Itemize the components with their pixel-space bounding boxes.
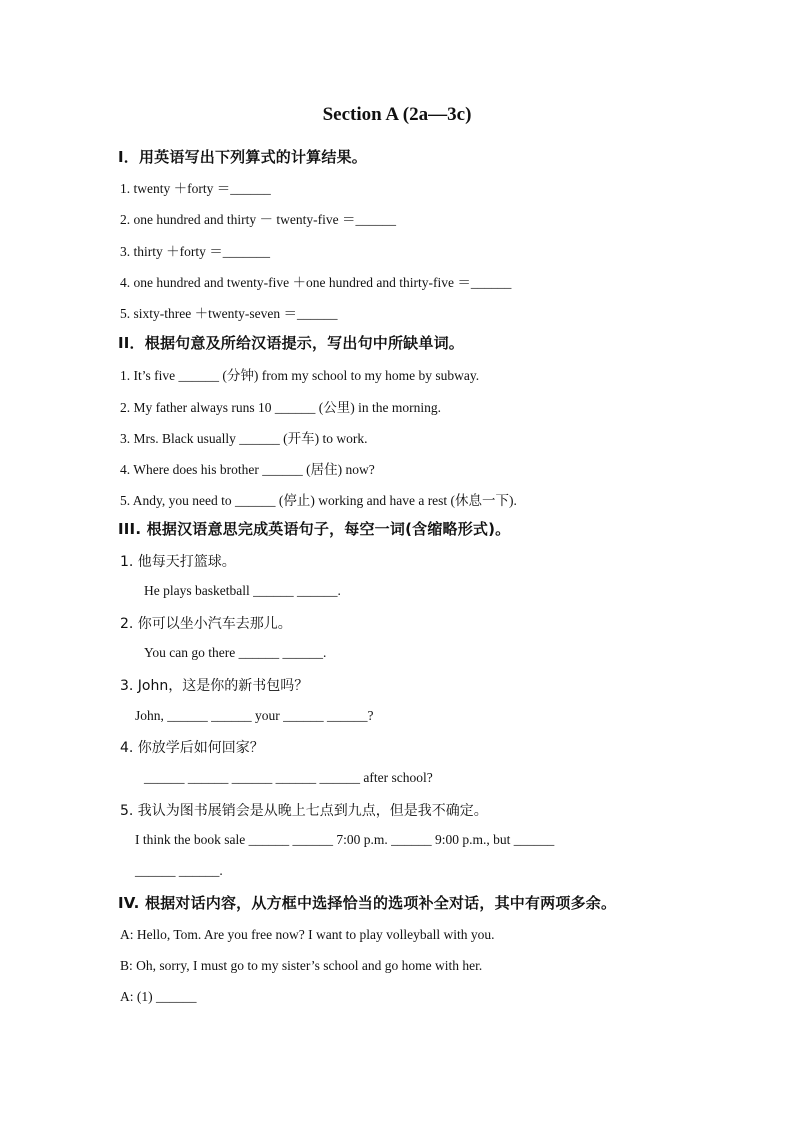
- part1-item-5: 5. sixty-three ＋twenty-seven ＝______: [120, 306, 338, 321]
- dialogue-line-3: A: (1) ______: [120, 989, 197, 1004]
- dialogue-line-2: B: Oh, sorry, I must go to my sister’s school and go home with her.: [120, 958, 483, 973]
- part1-item-4: 4. one hundred and twenty-five ＋one hundred and thirty-five ＝______: [120, 275, 512, 290]
- part2-item-3: 3. Mrs. Black usually ______ (开车) to work.: [120, 431, 368, 446]
- part2-item-4: 4. Where does his brother ______ (居住) now?: [120, 462, 375, 477]
- part3-item-3-cn: 3. John，这是你的新书包吗？: [120, 678, 309, 694]
- part1-item-2: 2. one hundred and thirty － twenty-five ＝______: [120, 212, 396, 227]
- part2-item-5: 5. Andy, you need to ______ (停止) working and have a rest (休息一下).: [120, 493, 517, 508]
- part1-item-3: 3. thirty ＋forty ＝_______: [120, 244, 270, 259]
- part4-heading: IV. 根据对话内容，从方框中选择恰当的选项补全对话，其中有两项多余。: [118, 894, 617, 912]
- part3-item-5-en: I think the book sale ______ ______ 7:00 p.m. ______ 9:00 p.m., but ______: [135, 832, 555, 847]
- part3-item-1-cn: 1. 他每天打篮球。: [120, 554, 236, 570]
- part3-item-2-cn: 2. 你可以坐小汽车去那儿。: [120, 616, 292, 632]
- part2-item-2: 2. My father always runs 10 ______ (公里) in the morning.: [120, 400, 441, 415]
- part3-heading: III. 根据汉语意思完成英语句子，每空一词(含缩略形式)。: [118, 520, 511, 538]
- part3-item-5-en-cont: ______ ______.: [135, 863, 223, 878]
- part3-item-4-cn: 4. 你放学后如何回家？: [120, 740, 264, 756]
- page-title: Section A (2a—3c): [322, 104, 472, 125]
- part3-item-3-en: John, ______ ______ your ______ ______?: [135, 708, 374, 723]
- part3-item-2-en: You can go there ______ ______.: [144, 645, 327, 660]
- part2-heading: II．根据句意及所给汉语提示，写出句中所缺单词。: [118, 334, 464, 352]
- part3-item-4-en: ______ ______ ______ ______ ______ after school?: [144, 770, 433, 785]
- part2-item-1: 1. It’s five ______ (分钟) from my school to my home by subway.: [120, 368, 480, 383]
- part3-item-1-en: He plays basketball ______ ______.: [144, 583, 341, 598]
- part1-heading: I．用英语写出下列算式的计算结果。: [118, 148, 367, 166]
- part3-item-5-cn: 5. 我认为图书展销会是从晚上七点到九点，但是我不确定。: [120, 803, 488, 819]
- part1-item-1: 1. twenty ＋forty ＝______: [120, 181, 271, 196]
- dialogue-line-1: A: Hello, Tom. Are you free now? I want to play volleyball with you.: [120, 927, 495, 942]
